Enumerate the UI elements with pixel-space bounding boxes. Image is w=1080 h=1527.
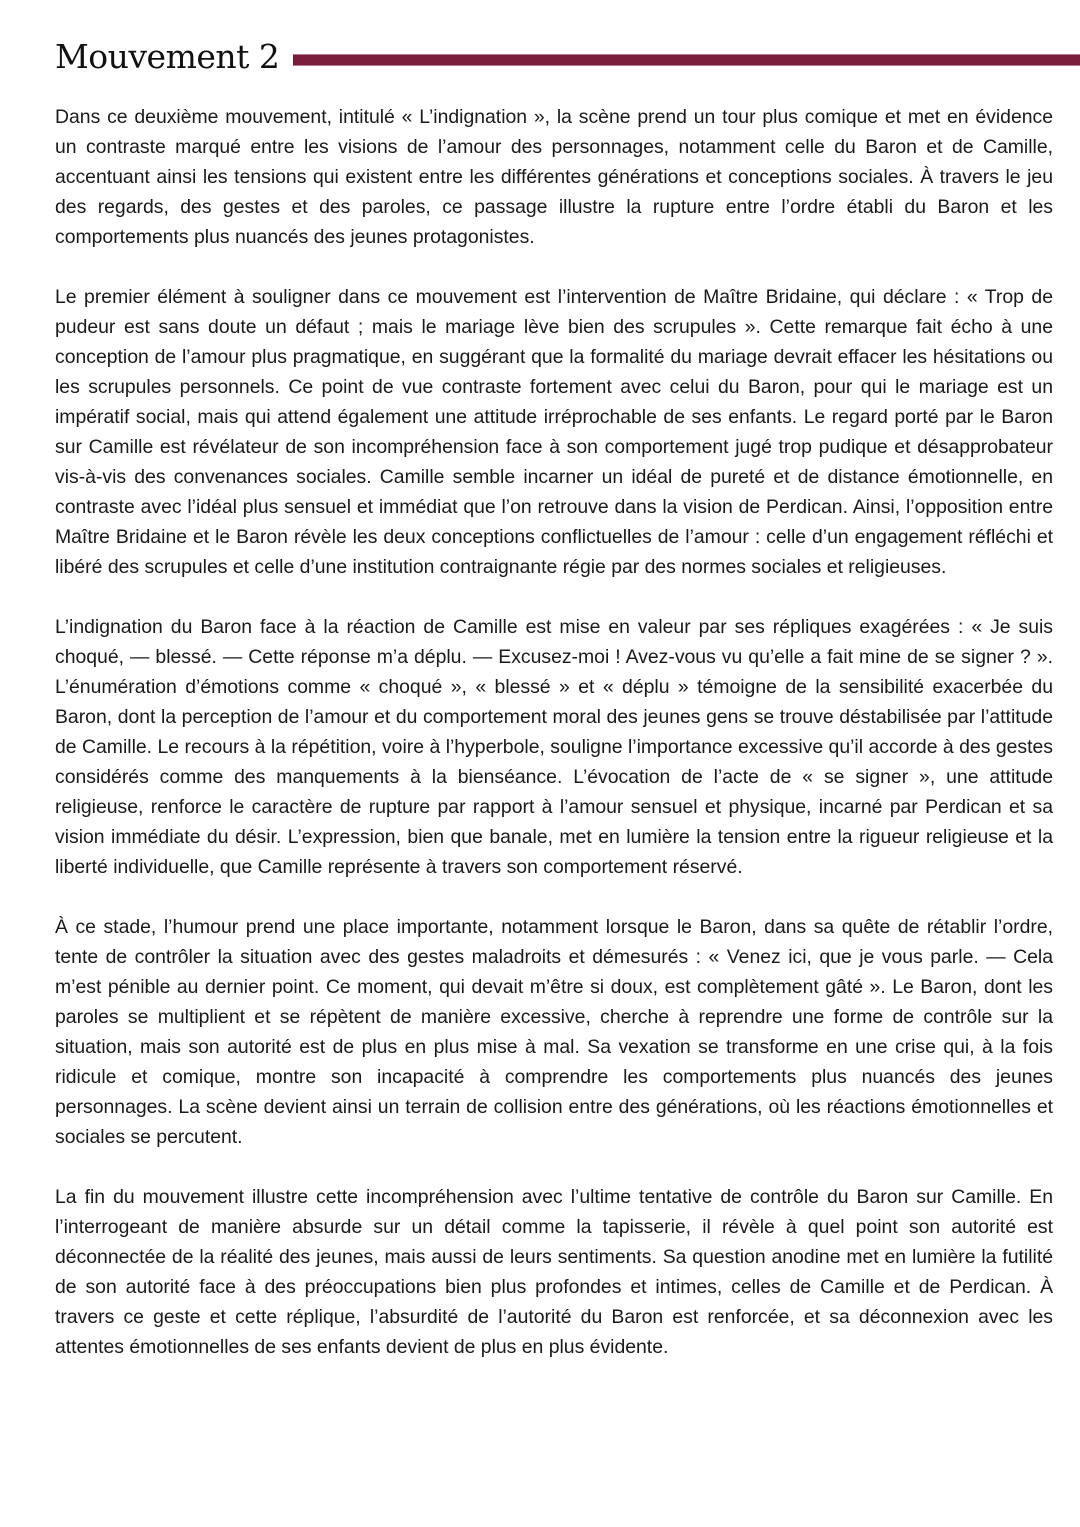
section-title: Mouvement 2 [55, 37, 280, 76]
paragraph-intro: Dans ce deuxième mouvement, intitulé « L’indignation », la scène prend un tour plus comique et met en évidence un contraste marqué entre les visions de l’amour des personnages, notamment celle du Baron et de Camille, accentuant ainsi les tensions qui existent entre les différentes générations et conceptions sociales. À travers le jeu des regards, des gestes et des paroles, ce passage illustre la rupture entre l’ordre établi du Baron et les comportements plus nuancés des jeunes protagonistes. [55, 106, 1053, 248]
title-divider-bar [293, 54, 1080, 66]
section-header [55, 30, 1080, 86]
paragraph-indignation: L’indignation du Baron face à la réaction de Camille est mise en valeur par ses répliques exagérées : « Je suis choqué, — blessé. — Cette réponse m’a déplu. — Excusez-moi ! Avez-vous vu qu’elle a fait mine de se signer ? ». L’énumération d’émotions comme « choqué », « blessé » et « déplu » témoigne de la sensibilité exacerbée du Baron, dont la perception de l’amour et du comportement moral des jeunes gens se trouve déstabilisée par l’attitude de Camille. Le recours à la répétition, voire à l’hyperbole, souligne l’importance excessive qu’il accorde à des gestes considérés comme des manquements à la bienséance. L’évocation de l’acte de « se signer », une attitude religieuse, renforce le caractère de rupture par rapport à l’amour sensuel et physique, incarné par Perdican et sa vision immédiate du désir. L’expression, bien que banale, met en lumière la tension entre la rigueur religieuse et la liberté individuelle, que Camille représente à travers son comportement réservé. [55, 616, 1053, 878]
document-body [55, 102, 1053, 1362]
paragraph-bridaine: Le premier élément à souligner dans ce mouvement est l’intervention de Maître Bridaine, qui déclare : « Trop de pudeur est sans doute un défaut ; mais le mariage lève bien des scrupules ». Cette remarque fait écho à une conception de l’amour plus pragmatique, en suggérant que la formalité du mariage devrait effacer les hésitations ou les scrupules personnels. Ce point de vue contraste fortement avec celui du Baron, pour qui le mariage est un impératif social, mais qui attend également une attitude irréprochable de ses enfants. Le regard porté par le Baron sur Camille est révélateur de son incompréhension face à son comportement jugé trop pudique et désapprobateur vis-à-vis des convenances sociales. Camille semble incarner un idéal de pureté et de distance émotionnelle, en contraste avec l’idéal plus sensuel et immédiat que l’on retrouve dans la vision de Perdican. Ainsi, l’opposition entre Maître Bridaine et le Baron révèle les deux conceptions conflictuelles de l’amour : celle d’un engagement réfléchi et libéré des scrupules et celle d’une institution contraignante régie par des normes sociales et religieuses. [55, 286, 1053, 578]
paragraph-conclusion: La fin du mouvement illustre cette incompréhension avec l’ultime tentative de contrôle du Baron sur Camille. En l’interrogeant de manière absurde sur un détail comme la tapisserie, il révèle à quel point son autorité est déconnectée de la réalité des jeunes, mais aussi de leurs sentiments. Sa question anodine met en lumière la futilité de son autorité face à des préoccupations bien plus profondes et intimes, celles de Camille et de Perdican. À travers ce geste et cette réplique, l’absurdité de l’autorité du Baron est renforcée, et sa déconnexion avec les attentes émotionnelles de ses enfants devient de plus en plus évidente. [55, 1186, 1053, 1358]
paragraph-humour: À ce stade, l’humour prend une place importante, notamment lorsque le Baron, dans sa quête de rétablir l’ordre, tente de contrôler la situation avec des gestes maladroits et démesurés : « Venez ici, que je vous parle. — Cela m’est pénible au dernier point. Ce moment, qui devait m’être si doux, est complètement gâté ». Le Baron, dont les paroles se multiplient et se répètent de manière excessive, cherche à reprendre une forme de contrôle sur la situation, mais son autorité est de plus en plus mise à mal. Sa vexation se transforme en une crise qui, à la fois ridicule et comique, montre son incapacité à comprendre les comportements plus nuancés des jeunes personnages. La scène devient ainsi un terrain de collision entre des générations, où les réactions émotionnelles et sociales se percutent. [55, 916, 1053, 1148]
